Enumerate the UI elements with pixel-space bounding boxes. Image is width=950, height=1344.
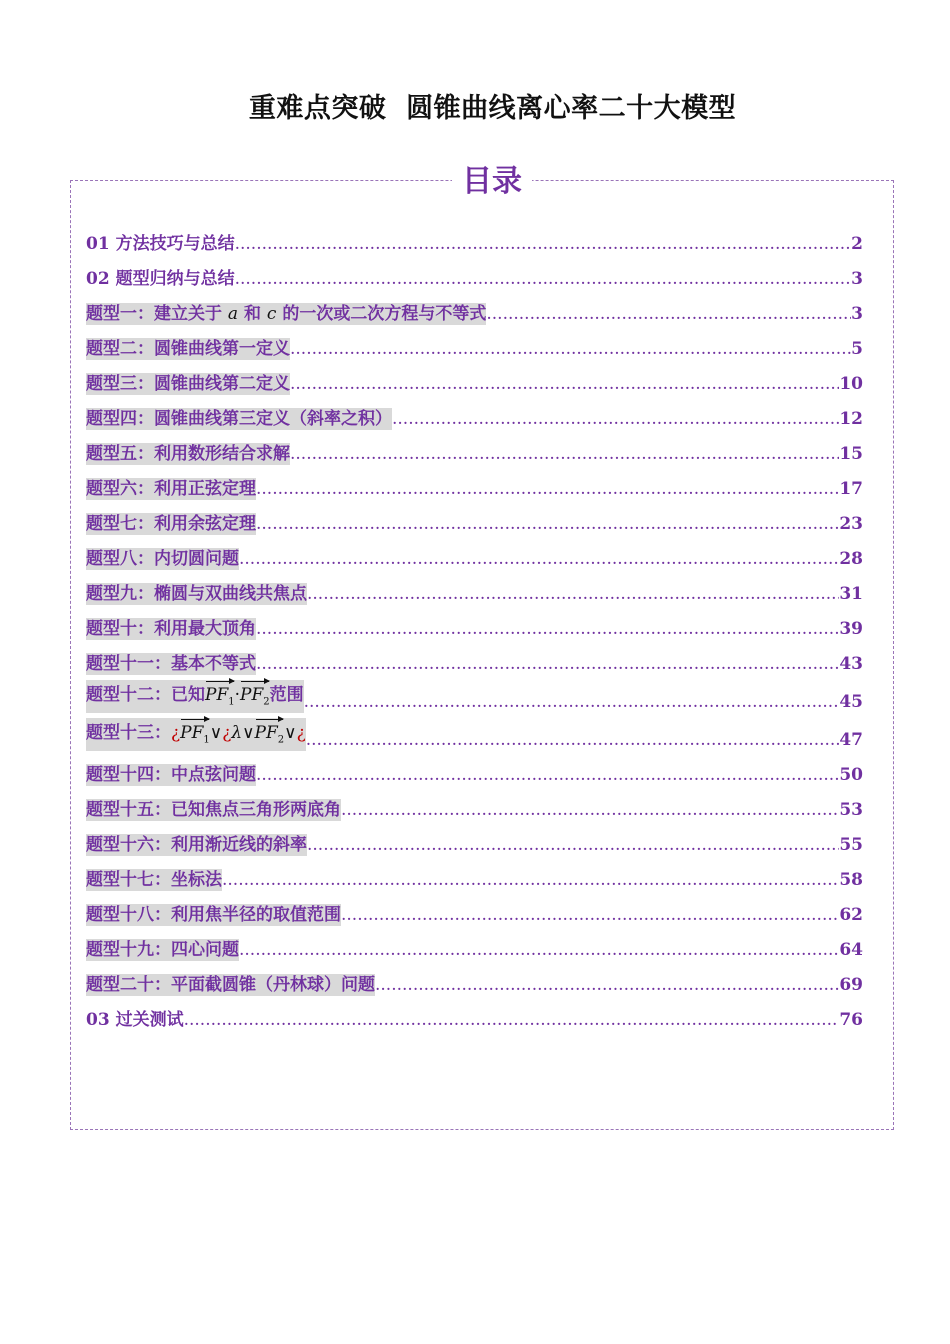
toc-entry-type-15[interactable] bbox=[86, 786, 863, 821]
toc-leader-dots bbox=[256, 618, 839, 640]
toc-leader-dots bbox=[256, 764, 839, 786]
toc-entry-label: 题型六：利用正弦定理 bbox=[86, 479, 256, 499]
toc-entry-label: 题型二十：平面截圆锥（丹林球）问题 bbox=[86, 975, 375, 995]
toc-leader-dots bbox=[341, 799, 839, 821]
toc-leader-dots bbox=[307, 583, 839, 605]
toc-entry-label: 题型十八：利用焦半径的取值范围 bbox=[86, 905, 341, 925]
toc-entry-label bbox=[86, 718, 306, 751]
toc-page-number: 45 bbox=[839, 692, 863, 712]
toc-entry-label: 01 方法技巧与总结 bbox=[86, 234, 235, 254]
toc-page-number: 39 bbox=[839, 619, 863, 639]
toc-leader-dots bbox=[375, 974, 839, 996]
toc-leader-dots bbox=[290, 443, 839, 465]
toc-page-number: 10 bbox=[839, 374, 863, 394]
toc-entry-type-1[interactable] bbox=[86, 290, 863, 325]
document-title: 重难点突破 圆锥曲线离心率二十大模型 bbox=[248, 93, 737, 124]
toc-page-number: 47 bbox=[839, 730, 863, 750]
toc-leader-dots bbox=[290, 373, 839, 395]
vector-name: PF bbox=[254, 722, 278, 743]
or-operator: ∨ bbox=[242, 722, 255, 743]
toc-entry-label bbox=[86, 303, 486, 325]
toc-entry-label: 题型四：圆锥曲线第三定义（斜率之积） bbox=[86, 409, 392, 429]
toc-entry-type-9[interactable] bbox=[86, 570, 863, 605]
toc-entry-final-test[interactable] bbox=[86, 996, 863, 1031]
toc-entry-label: 题型五：利用数形结合求解 bbox=[86, 444, 290, 464]
toc-entry-type-2[interactable] bbox=[86, 325, 863, 360]
toc-entry-type-6[interactable] bbox=[86, 465, 863, 500]
toc-entry-types-summary[interactable] bbox=[86, 255, 863, 290]
toc-page-number: 31 bbox=[839, 584, 863, 604]
garbled-glyph: ¿ bbox=[171, 722, 181, 743]
toc-entry-type-7[interactable] bbox=[86, 500, 863, 535]
label-text: 题型十三： bbox=[86, 722, 171, 743]
toc-heading: 目录 bbox=[452, 162, 532, 202]
toc-entry-label: 题型三：圆锥曲线第二定义 bbox=[86, 374, 290, 394]
toc-leader-dots bbox=[307, 834, 839, 856]
label-text: 和 bbox=[238, 304, 267, 324]
toc-leader-dots bbox=[290, 338, 851, 360]
toc-entry-type-19[interactable] bbox=[86, 926, 863, 961]
toc-entry-type-4[interactable] bbox=[86, 395, 863, 430]
toc-leader-dots bbox=[306, 729, 840, 751]
toc-page-number: 50 bbox=[839, 765, 863, 785]
garbled-glyph: ¿ bbox=[222, 722, 232, 743]
toc-entry-label: 题型二：圆锥曲线第一定义 bbox=[86, 339, 290, 359]
toc-entry-label: 02 题型归纳与总结 bbox=[86, 269, 235, 289]
toc-page-number: 62 bbox=[839, 905, 863, 925]
toc-leader-dots bbox=[239, 548, 839, 570]
toc-entry-type-8[interactable] bbox=[86, 535, 863, 570]
toc-entry-label: 题型九：椭圆与双曲线共焦点 bbox=[86, 584, 307, 604]
toc-page-number: 17 bbox=[839, 479, 863, 499]
toc-page-number: 43 bbox=[839, 654, 863, 674]
toc-entry-label: 题型十一：基本不等式 bbox=[86, 654, 256, 674]
toc-leader-dots bbox=[235, 268, 852, 290]
vector-name: PF bbox=[205, 684, 229, 705]
toc-page-number: 55 bbox=[839, 835, 863, 855]
toc-leader-dots bbox=[341, 904, 839, 926]
toc-entry-type-12[interactable] bbox=[86, 675, 863, 713]
label-text: 范围 bbox=[269, 684, 304, 705]
toc-entry-type-3[interactable] bbox=[86, 360, 863, 395]
toc-entry-methods-summary[interactable] bbox=[86, 220, 863, 255]
toc-entry-type-11[interactable] bbox=[86, 640, 863, 675]
label-text: 的一次或二次方程与不等式 bbox=[276, 304, 487, 324]
toc-entry-label: 题型十七：坐标法 bbox=[86, 870, 222, 890]
toc-list bbox=[86, 220, 863, 1031]
vector-pf2 bbox=[255, 718, 285, 751]
vector-subscript: 2 bbox=[263, 696, 270, 707]
toc-entry-type-13[interactable] bbox=[86, 713, 863, 751]
toc-page-number: 2 bbox=[851, 234, 863, 254]
toc-leader-dots bbox=[239, 939, 839, 961]
toc-page-number: 15 bbox=[839, 444, 863, 464]
toc-leader-dots bbox=[256, 653, 839, 675]
toc-page-number: 23 bbox=[839, 514, 863, 534]
toc-page-number: 28 bbox=[839, 549, 863, 569]
vector-name: PF bbox=[180, 722, 204, 743]
toc-entry-type-10[interactable] bbox=[86, 605, 863, 640]
vector-subscript: 1 bbox=[203, 734, 210, 745]
vector-subscript: 2 bbox=[277, 734, 285, 745]
or-operator: ∨ bbox=[209, 722, 223, 743]
toc-page-number: 53 bbox=[839, 800, 863, 820]
toc-leader-dots bbox=[392, 408, 839, 430]
toc-entry-label: 题型十四：中点弦问题 bbox=[86, 765, 256, 785]
toc-page-number: 3 bbox=[851, 304, 863, 324]
toc-entry-type-5[interactable] bbox=[86, 430, 863, 465]
toc-page-number: 76 bbox=[839, 1010, 863, 1030]
toc-leader-dots bbox=[235, 233, 852, 255]
vector-pf1 bbox=[205, 680, 235, 713]
toc-page-number: 58 bbox=[839, 870, 863, 890]
vector-pf2 bbox=[240, 680, 270, 713]
toc-page-number: 3 bbox=[851, 269, 863, 289]
vector-name: PF bbox=[240, 684, 264, 705]
toc-entry-label: 题型十九：四心问题 bbox=[86, 940, 239, 960]
label-text: 题型十二：已知 bbox=[86, 684, 205, 705]
vector-pf1 bbox=[180, 718, 210, 751]
math-var-lambda: λ bbox=[231, 722, 243, 743]
toc-entry-label: 题型十：利用最大顶角 bbox=[86, 619, 256, 639]
toc-page-number: 69 bbox=[839, 975, 863, 995]
toc-entry-label bbox=[86, 680, 304, 713]
toc-entry-label: 题型八：内切圆问题 bbox=[86, 549, 239, 569]
toc-entry-label: 题型十六：利用渐近线的斜率 bbox=[86, 835, 307, 855]
toc-leader-dots bbox=[184, 1009, 840, 1031]
toc-entry-label: 03 过关测试 bbox=[86, 1010, 184, 1030]
toc-entry-type-16[interactable] bbox=[86, 821, 863, 856]
math-var-a: a bbox=[227, 304, 239, 324]
label-text: 题型一：建立关于 bbox=[86, 304, 228, 324]
toc-page-number: 12 bbox=[839, 409, 863, 429]
toc-entry-type-18[interactable] bbox=[86, 891, 863, 926]
toc-leader-dots bbox=[222, 869, 839, 891]
toc-entry-type-14[interactable] bbox=[86, 751, 863, 786]
toc-leader-dots bbox=[256, 513, 839, 535]
toc-leader-dots bbox=[256, 478, 839, 500]
toc-leader-dots bbox=[304, 691, 840, 713]
toc-entry-type-17[interactable] bbox=[86, 856, 863, 891]
toc-page-number: 5 bbox=[851, 339, 863, 359]
math-var-c: c bbox=[266, 304, 277, 324]
or-operator: ∨ bbox=[284, 722, 297, 743]
toc-entry-label: 题型十五：已知焦点三角形两底角 bbox=[86, 800, 341, 820]
garbled-glyph: ¿ bbox=[296, 722, 306, 743]
toc-leader-dots bbox=[486, 303, 851, 325]
toc-page-number: 64 bbox=[839, 940, 863, 960]
dot-operator: · bbox=[234, 684, 241, 705]
vector-subscript: 1 bbox=[228, 696, 235, 707]
toc-entry-label: 题型七：利用余弦定理 bbox=[86, 514, 256, 534]
toc-entry-type-20[interactable] bbox=[86, 961, 863, 996]
